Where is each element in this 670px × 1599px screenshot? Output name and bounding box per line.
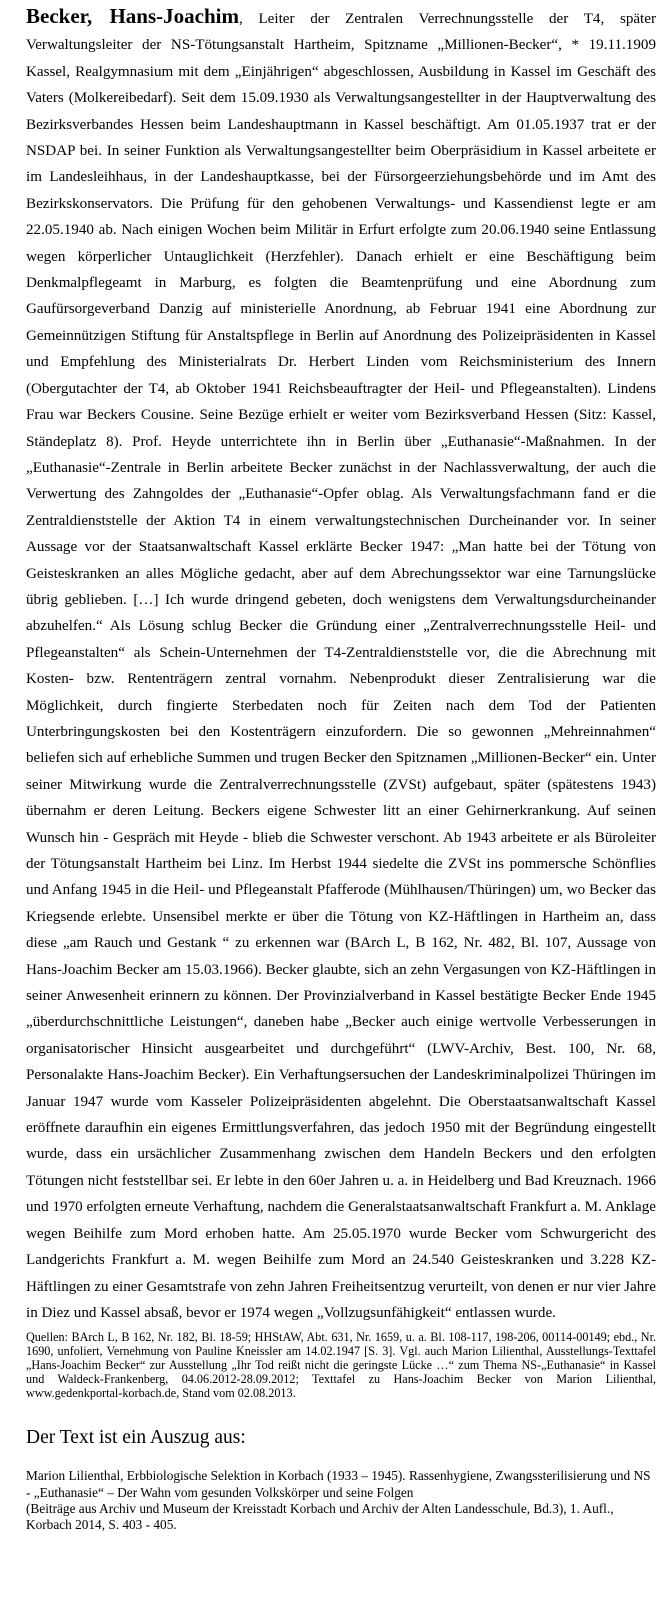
document-page — [26, 3, 656, 1533]
citation-series: (Beiträge aus Archiv und Museum der Kreisstadt Korbach und Archiv der Alten Landesschule, Bd.3), 1. Aufl., Korbach 2014, S. 403 - 405. — [26, 1500, 614, 1532]
excerpt-citation — [26, 1468, 656, 1533]
biography-text: , Leiter der Zentralen Verrechnungsstelle der T4, später Verwaltungsleiter der NS-Tötungsanstalt Hartheim, Spitzname „Millionen-Becker“, * 19.11.1909 Kassel, Realgymnasium mit dem „Einjährigen“ abgeschlossen, Ausbildung in Kassel im Geschäft des Vaters (Molkereibedarf). Seit dem 15.09.1930 als Verwaltungsangestellter in der Hauptverwaltung des Bezirksverbandes Hessen beim Landeshauptmann in Kassel beschäftigt. Am 01.05.1937 trat er der NSDAP bei. In seiner Funktion als Verwaltungsangestellter beim Oberpräsidium in Kassel arbeitete er im Landesleihhaus, in der Landeshauptkasse, bei der Fürsorgeerziehungsbehörde und im Amt des Bezirkskonservators. Die Prüfung für den gehobenen Verwaltungs- und Kassendienst legte er am 22.05.1940 ab. Nach einigen Wochen beim Militär in Erfurt erfolgte zum 20.06.1940 seine Entlassung wegen körperlicher Untauglichkeit (Herzfehler). Danach erhielt er eine Beschäftigung beim Denkmalpflegeamt in Marburg, es folgten die Beamtenprüfung und eine Abordnung zum Gaufürsorgeverband Danzig auf ministerielle Anordnung, ab Februar 1941 eine Abordnung zur Gemeinnützigen Stiftung für Anstaltspflege in Berlin auf Anordnung des Polizeipräsidenten in Kassel und Empfehlung des Ministerialrats Dr. Herbert Linden vom Reichsministerium des Innern (Obergutachter der T4, ab Oktober 1941 Reichsbeauftragter der Heil- und Pflegeanstalten). Lindens Frau war Beckers Cousine. Seine Bezüge erhielt er weiter vom Bezirksverband Hessen (Sitz: Kassel, Ständeplatz 8). Prof. Heyde unterrichtete ihn in Berlin über „Euthanasie“-Maßnahmen. In der „Euthanasie“-Zentrale in Berlin arbeitete Becker zunächst in der Nachlassverwaltung, der auch die Verwertung des Zahngoldes der „Euthanasie“-Opfer oblag. Als Verwaltungsfachmann fand er die Zentraldienststelle der Aktion T4 in einem verwaltungstechnischen Durcheinander vor. In seiner Aussage vor der Staatsanwaltschaft Kassel erklärte Becker 1947: „Man hatte bei der Tötung von Geisteskranken an alles Mögliche gedacht, aber auf dem Abrechungssektor war eine Tarnungslücke übrig geblieben. […] Ich wurde dringend gebeten, doch wenigstens dem Verwaltungsdurcheinander abzuhelfen.“ Als Lösung schlug Becker die Gründung einer „Zentralverrechnungsstelle Heil- und Pflegeanstalten“ als Schein-Unternehmen der T4-Zentraldienststelle vor, die die Abrechnung mit Kosten- bzw. Rententrägern zentral vornahm. Nebenprodukt dieser Zentralisierung war die Möglichkeit, durch fingierte Sterbedaten noch für Zeiten nach dem Tod der Patienten Unterbringungskosten bei den Kostenträgern einzufordern. Die so gewonnen „Mehreinnahmen“ beliefen sich auf erhebliche Summen und trugen Becker den Spitznamen „Millionen-Becker“ ein. Unter seiner Mitwirkung wurde die Zentralverrechnungsstelle (ZVSt) aufgebaut, später (spätestens 1943) übernahm er deren Leitung. Beckers eigene Schwester litt an einer Gehirnerkrankung. Auf seinen Wunsch hin - Gespräch mit Heyde - blieb die Schwester verschont. Ab 1943 arbeitete er als Büroleiter der Tötungsanstalt Hartheim bei Linz. Im Herbst 1944 siedelte die ZVSt ins pommersche Schönflies und Anfang 1945 in die Heil- und Pflegeanstalt Pfafferode (Mühlhausen/Thüringen) um, wo Becker das Kriegsende erlebte. Unsensibel merkte er über die Tötung von KZ-Häftlingen in Hartheim an, dass diese „am Rauch und Gestank “ zu erkennen war (BArch L, B 162, Nr. 482, Bl. 107, Aussage von Hans-Joachim Becker am 15.03.1966). Becker glaubte, sich an zehn Vergasungen von KZ-Häftlingen in seiner Anwesenheit erinnern zu können. Der Provinzialverband in Kassel bestätigte Becker Ende 1945 „überdurchschnittliche Leistungen“, daneben habe „Becker auch einige wertvolle Verbesserungen in organisatorischer Hinsicht ausgearbeitet und durchgeführt“ (LWV-Archiv, Best. 100, Nr. 68, Personalakte Hans-Joachim Becker). Ein Verhaftungsersuchen der Landeskriminalpolizei Thüringen im Januar 1947 wurde vom Kasseler Polizeipräsidenten abgelehnt. Die Oberstaatsanwaltschaft Kassel eröffnete daraufhin ein eigenes Ermittlungsverfahren, das jedoch 1950 mit der Begründung eingestellt wurde, dass ein ursächlicher Zusammenhang zwischen dem Handeln Beckers und den erfolgten Tötungen nicht feststellbar sei. Er lebte in den 60er Jahren u. a. in Heidelberg und Bad Kreuznach. 1966 und 1970 erfolgten erneute Verhaftung, nachdem die Generalstaatsanwaltschaft Frankfurt a. M. Anklage wegen Beihilfe zum Mord erhoben hatte. Am 25.05.1970 wurde Becker vom Schwurgericht des Landgerichts Frankfurt a. M. wegen Beihilfe zum Mord an 24.540 Geisteskranken und 3.228 KZ-Häftlingen zu einer Gesamtstrafe von zehn Jahren Freiheitsentzug verurteilt, von denen er nur vier Jahre in Diez und Kassel absaß, bevor er 1974 wegen „Vollzugsunfähigkeit“ entlassen wurde. — [26, 11, 656, 1321]
person-name: Becker, Hans-Joachim — [26, 4, 239, 28]
sources-note: Quellen: BArch L, B 162, Nr. 182, Bl. 18-59; HHStAW, Abt. 631, Nr. 1659, u. a. Bl. 108-117, 198-206, 00114-00149; ebd., Nr. 1690, unfoliert, Vernehmung von Pauline Kneissler am 14.02.1947 [S. 3]. Vgl. auch Marion Lilienthal, Ausstellungs-Texttafel „Hans-Joachim Becker“ zur Ausstellung „Ihr Tod reißt nicht die geringste Lücke …“ zum Thema NS-„Euthanasie“ in Kassel und Waldeck-Frankenberg, 04.06.2012-28.09.2012; Texttafel zu Hans-Joachim Becker von Marion Lilienthal, www.gedenkportal-korbach.de, Stand vom 02.08.2013. — [26, 1330, 656, 1400]
biography-paragraph — [26, 3, 656, 1326]
citation-title: Marion Lilienthal, Erbbiologische Selektion in Korbach (1933 – 1945). Rassenhygiene, Zwangssterilisierung und NS - „Euthanasie“ – Der Wahn vom gesunden Volkskörper und seine Folgen — [26, 1468, 651, 1500]
excerpt-heading: Der Text ist ein Auszug aus: — [26, 1427, 246, 1449]
